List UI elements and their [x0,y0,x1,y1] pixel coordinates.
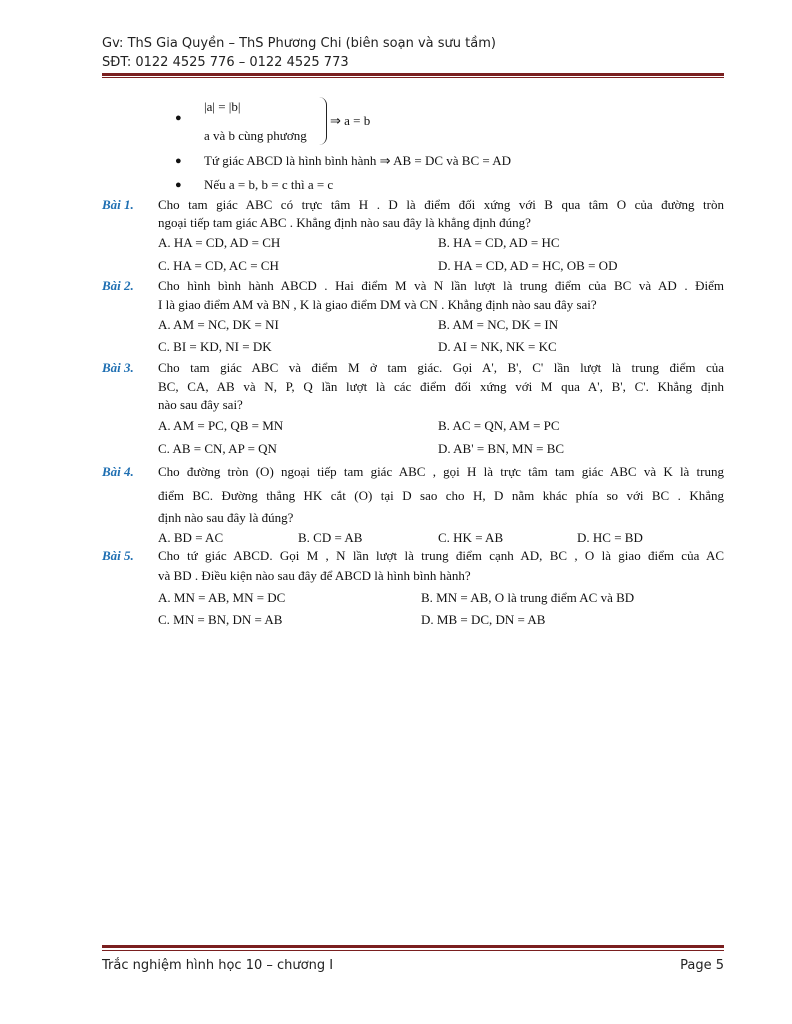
question-2-option-c[interactable]: C. BI = KD, NI = DK [158,339,272,354]
page-header [102,34,496,72]
question-1-label: Bài 1. [102,197,134,212]
question-1-option-b[interactable]: B. HA = CD, AD = HC [438,235,560,250]
question-5-option-c[interactable]: C. MN = BN, DN = AB [158,612,283,627]
question-4-option-a[interactable]: A. BD = AC [158,530,224,545]
question-1-line-1: Cho tam giác ABC có trực tâm H . D là điểm đối xứng với B qua tâm O của đường tròn [158,197,724,212]
question-4-line-2: điểm BC. Đường thẳng HK cắt (O) tại D sao cho H, D nằm khác phía so với BC . Khẳng [158,488,724,503]
question-3-option-c[interactable]: C. AB = CN, AP = QN [158,441,277,456]
question-4-label: Bài 4. [102,464,134,479]
question-3-option-b[interactable]: B. AC = QN, AM = PC [438,418,560,433]
footer-rule [102,945,724,948]
question-5-option-d[interactable]: D. MB = DC, DN = AB [421,612,546,627]
page-number: Page 5 [680,958,724,973]
brace [316,97,327,145]
question-4-line-1: Cho đường tròn (O) ngoại tiếp tam giác ABC , gọi H là trực tâm tam giác ABC và K là trung [158,464,724,479]
bullet-1-direction: a và b cùng phương [204,128,307,143]
question-3-line-2: BC, CA, AB và N, P, Q lần lượt là các điểm đối xứng với M qua A', B', C'. Khẳng định [158,379,724,394]
question-1-line-2: ngoại tiếp tam giác ABC . Khẳng định nào sau đây là khẳng định đúng? [158,215,531,230]
question-1-option-d[interactable]: D. HA = CD, AD = HC, OB = OD [438,258,618,273]
question-2-line-1: Cho hình bình hành ABCD . Hai điểm M và N lần lượt là trung điểm của BC và AD . Điểm [158,278,724,293]
question-5-option-a[interactable]: A. MN = AB, MN = DC [158,590,286,605]
header-rule-thin [102,77,724,78]
question-5-label: Bài 5. [102,548,134,563]
bullet-1-eq: |a| = |b| [204,99,241,114]
question-3-line-3: nào sau đây sai? [158,397,243,412]
question-3-label: Bài 3. [102,360,134,375]
question-2-label: Bài 2. [102,278,134,293]
question-3-option-a[interactable]: A. AM = PC, QB = MN [158,418,284,433]
question-2-line-2: I là giao điểm AM và BN , K là giao điểm DM và CN . Khẳng định nào sau đây sai? [158,297,597,312]
question-2-option-d[interactable]: D. AI = NK, NK = KC [438,339,557,354]
question-2-option-b[interactable]: B. AM = NC, DK = IN [438,317,559,332]
bullet-2: Tứ giác ABCD là hình bình hành ⇒ AB = DC và BC = AD [204,153,512,168]
question-1-option-a[interactable]: A. HA = CD, AD = CH [158,235,281,250]
bullet-dot: ● [175,112,182,124]
question-4-option-b[interactable]: B. CD = AB [298,530,363,545]
question-5-option-b[interactable]: B. MN = AB, O là trung điểm AC và BD [421,590,635,605]
header-phone: SĐT: 0122 4525 776 – 0122 4525 773 [102,55,349,70]
question-4-line-3: định nào sau đây là đúng? [158,510,294,525]
header-author: Gv: ThS Gia Quyền – ThS Phương Chi (biên soạn và sưu tầm) [102,36,496,51]
question-4-option-c[interactable]: C. HK = AB [438,530,504,545]
question-5-line-1: Cho tứ giác ABCD. Gọi M , N lần lượt là trung điểm cạnh AD, BC , O là giao điểm của AC [158,548,724,563]
question-4-option-d[interactable]: D. HC = BD [577,530,643,545]
question-3-option-d[interactable]: D. AB' = BN, MN = BC [438,441,565,456]
header-rule [102,73,724,76]
bullet-dot: ● [175,155,182,167]
bullet-1-result: ⇒ a = b [330,113,371,128]
bullet-3: Nếu a = b, b = c thì a = c [204,177,334,192]
question-5-line-2: và BD . Điều kiện nào sau đây để ABCD là hình bình hành? [158,568,471,583]
footer-title: Trắc nghiệm hình học 10 – chương I [102,958,334,973]
bullet-dot: ● [175,179,182,191]
question-3-line-1: Cho tam giác ABC và điểm M ở tam giác. Gọi A', B', C' lần lượt là trung điểm của [158,360,724,375]
question-2-option-a[interactable]: A. AM = NC, DK = NI [158,317,279,332]
question-1-option-c[interactable]: C. HA = CD, AC = CH [158,258,279,273]
footer-rule-thin [102,950,724,951]
